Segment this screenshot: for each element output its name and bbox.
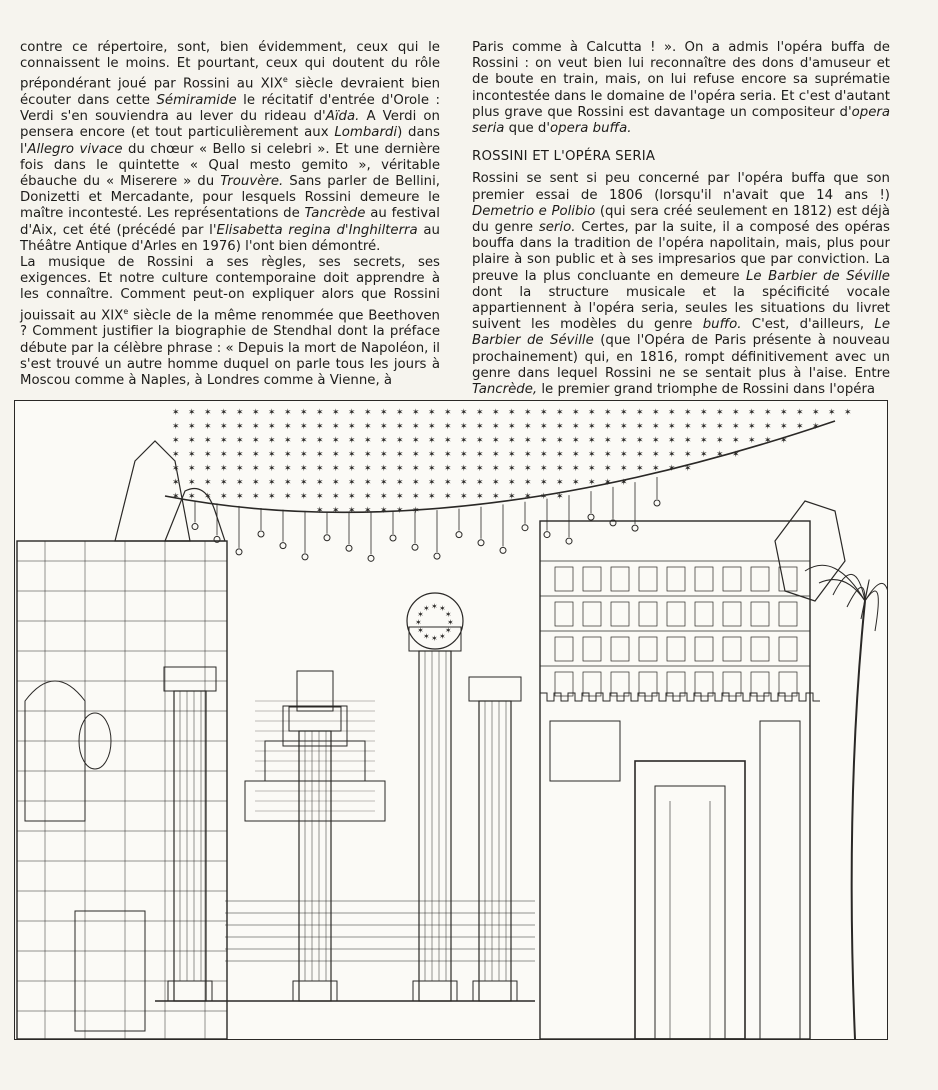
svg-text:✶: ✶: [636, 436, 644, 446]
svg-text:✶: ✶: [540, 478, 548, 488]
svg-text:✶: ✶: [268, 408, 276, 418]
right-paragraph-1: Paris comme à Calcutta ! ». On a admis l'opéra buffa de Rossini : on veut bien lui reconnaître des dons d'amuseur et de boute en train, mais, on lui refuse encore sa suprématie incontestée dans le domaine de l'opéra seria. Et c'est d'autant plus grave que Rossini est davantage un compositeur d'opera seria que d'opera buffa.: [472, 40, 890, 137]
svg-text:✶: ✶: [188, 436, 196, 446]
svg-text:✶: ✶: [428, 408, 436, 418]
svg-text:✶: ✶: [220, 464, 228, 474]
svg-text:✶: ✶: [172, 492, 180, 502]
svg-text:✶: ✶: [652, 436, 660, 446]
svg-text:✶: ✶: [380, 450, 388, 460]
svg-text:✶: ✶: [348, 450, 356, 460]
svg-text:✶: ✶: [348, 464, 356, 474]
svg-text:✶: ✶: [476, 450, 484, 460]
svg-text:✶: ✶: [460, 478, 468, 488]
svg-text:✶: ✶: [300, 478, 308, 488]
svg-text:✶: ✶: [508, 408, 516, 418]
svg-text:✶: ✶: [588, 408, 596, 418]
stage-set-illustration: [14, 400, 888, 1040]
svg-text:✶: ✶: [380, 506, 388, 516]
svg-text:✶: ✶: [252, 408, 260, 418]
svg-text:✶: ✶: [684, 408, 692, 418]
svg-text:✶: ✶: [300, 492, 308, 502]
svg-text:✶: ✶: [220, 450, 228, 460]
relief-figure: [25, 681, 85, 821]
svg-text:✶: ✶: [764, 422, 772, 432]
svg-text:✶: ✶: [300, 450, 308, 460]
svg-text:✶: ✶: [268, 492, 276, 502]
svg-text:✶: ✶: [396, 478, 404, 488]
svg-text:✶: ✶: [460, 492, 468, 502]
svg-text:✶: ✶: [188, 478, 196, 488]
svg-text:✶: ✶: [540, 492, 548, 502]
svg-text:✶: ✶: [668, 408, 676, 418]
svg-text:✶: ✶: [236, 450, 244, 460]
svg-text:✶: ✶: [252, 492, 260, 502]
svg-text:✶: ✶: [588, 478, 596, 488]
svg-text:✶: ✶: [444, 450, 452, 460]
svg-text:✶: ✶: [780, 422, 788, 432]
svg-text:✶: ✶: [588, 450, 596, 460]
svg-text:✶: ✶: [316, 464, 324, 474]
svg-text:✶: ✶: [652, 422, 660, 432]
svg-text:✶: ✶: [284, 450, 292, 460]
svg-text:✶: ✶: [364, 450, 372, 460]
ziggurat-tier: [283, 706, 347, 746]
svg-text:✶: ✶: [428, 492, 436, 502]
svg-text:✶: ✶: [748, 422, 756, 432]
palace-doorway: [635, 761, 745, 1039]
svg-text:✶: ✶: [439, 631, 446, 641]
svg-text:✶: ✶: [364, 492, 372, 502]
svg-text:✶: ✶: [268, 450, 276, 460]
svg-text:✶: ✶: [300, 436, 308, 446]
svg-text:✶: ✶: [492, 422, 500, 432]
svg-text:✶: ✶: [380, 492, 388, 502]
svg-text:✶: ✶: [332, 464, 340, 474]
svg-text:✶: ✶: [524, 478, 532, 488]
svg-text:✶: ✶: [460, 450, 468, 460]
svg-text:✶: ✶: [364, 408, 372, 418]
svg-text:✶: ✶: [444, 408, 452, 418]
palm-frond: [861, 580, 869, 619]
left-paragraph-1: contre ce répertoire, sont, bien évidemment, ceux qui le connaissent le moins. Et pourtant, ceux qui doutent du rôle prépondérant joué par Rossini au XIXe siècle devraient bien écouter dans cette Sémiramide le récitatif d'entrée d'Orole : Verdi s'en souviendra au lever du rideau d'Aïda. A Verdi on pensera encore (et tout particulièrement aux Lombardi) dans l'Allegro vivace du chœur « Bello si celebri ». Et une dernière fois dans le quintette « Qual mesto gemito », véritable ébauche du « Miserere » du Trouvère. Sans parler de Bellini, Donizetti et Mercadante, pour lesquels Rossini demeure le maître incontesté. Les représentations de Tancrède au festival d'Aix, cet été (précédé par l'Elisabetta regina d'Inghilterra au Théâtre Antique d'Arles en 1976) l'ont bien démontré.: [20, 40, 441, 254]
svg-text:✶: ✶: [236, 422, 244, 432]
right-paragraph-2: Rossini se sent si peu concerné par l'opéra buffa que son premier essai de 1806 (lorsqu'il n'avait que 14 ans !) Demetrio e Polibio (qui sera créé seulement en 1812) est déjà du genre serio. Certes, par la suite, il a composé des opéras bouffa dans la tradition de l'opéra napolitain, mais, plus pour plaire à son public et à ses impresarios que par conviction. La preuve la plus concluante en demeure Le Barbier de Séville dont la structure musicale et la spécificité vocale appartiennent à l'opéra seria, seules les situations du livret suivent les modèles du genre buffo. C'est, d'ailleurs, Le Barbier de Séville (que l'Opéra de Paris présente à nouveau prochainement) qui, en 1816, rompt définitivement avec un genre dans lequel Rossini ne se sentait plus à l'aise. Entre Tancrède, le premier grand triomphe de Rossini dans l'opéra: [472, 171, 890, 398]
svg-text:✶: ✶: [428, 450, 436, 460]
svg-text:✶: ✶: [188, 422, 196, 432]
svg-text:✶: ✶: [423, 631, 430, 641]
svg-text:✶: ✶: [444, 464, 452, 474]
svg-text:✶: ✶: [588, 464, 596, 474]
svg-text:✶: ✶: [652, 408, 660, 418]
svg-text:✶: ✶: [812, 422, 820, 432]
svg-text:✶: ✶: [204, 422, 212, 432]
svg-text:✶: ✶: [492, 408, 500, 418]
svg-text:✶: ✶: [428, 478, 436, 488]
svg-text:✶: ✶: [684, 436, 692, 446]
svg-text:✶: ✶: [417, 626, 424, 635]
svg-text:✶: ✶: [700, 450, 708, 460]
svg-text:✶: ✶: [396, 422, 404, 432]
svg-text:✶: ✶: [412, 492, 420, 502]
svg-text:✶: ✶: [348, 408, 356, 418]
svg-text:✶: ✶: [572, 408, 580, 418]
svg-text:✶: ✶: [316, 408, 324, 418]
svg-text:✶: ✶: [652, 464, 660, 474]
svg-text:✶: ✶: [476, 492, 484, 502]
svg-text:✶: ✶: [204, 436, 212, 446]
svg-text:✶: ✶: [556, 422, 564, 432]
svg-text:✶: ✶: [508, 492, 516, 502]
svg-text:✶: ✶: [316, 506, 324, 516]
palm-trunk: [852, 601, 865, 1039]
svg-text:✶: ✶: [700, 408, 708, 418]
palm-frond: [865, 583, 887, 643]
svg-text:✶: ✶: [524, 464, 532, 474]
svg-text:✶: ✶: [412, 464, 420, 474]
svg-text:✶: ✶: [620, 436, 628, 446]
svg-text:✶: ✶: [412, 478, 420, 488]
svg-text:✶: ✶: [415, 618, 422, 627]
svg-text:✶: ✶: [220, 436, 228, 446]
svg-text:✶: ✶: [796, 408, 804, 418]
svg-text:✶: ✶: [220, 422, 228, 432]
svg-text:✶: ✶: [540, 436, 548, 446]
svg-text:✶: ✶: [588, 436, 596, 446]
svg-text:✶: ✶: [668, 422, 676, 432]
svg-text:✶: ✶: [620, 464, 628, 474]
svg-text:✶: ✶: [780, 436, 788, 446]
svg-text:✶: ✶: [439, 604, 446, 614]
svg-text:✶: ✶: [540, 422, 548, 432]
svg-text:✶: ✶: [300, 464, 308, 474]
svg-text:✶: ✶: [316, 450, 324, 460]
svg-text:✶: ✶: [412, 450, 420, 460]
svg-text:✶: ✶: [572, 422, 580, 432]
svg-text:✶: ✶: [172, 478, 180, 488]
svg-text:✶: ✶: [204, 464, 212, 474]
svg-text:✶: ✶: [431, 602, 438, 611]
svg-text:✶: ✶: [252, 450, 260, 460]
svg-text:✶: ✶: [348, 422, 356, 432]
svg-text:✶: ✶: [508, 422, 516, 432]
svg-text:✶: ✶: [236, 478, 244, 488]
svg-text:✶: ✶: [220, 408, 228, 418]
svg-text:✶: ✶: [812, 408, 820, 418]
svg-text:✶: ✶: [572, 478, 580, 488]
svg-text:✶: ✶: [332, 492, 340, 502]
svg-text:✶: ✶: [417, 610, 424, 619]
svg-text:✶: ✶: [316, 436, 324, 446]
horseman-relief: [550, 721, 620, 781]
svg-text:✶: ✶: [556, 450, 564, 460]
svg-text:✶: ✶: [204, 408, 212, 418]
svg-text:✶: ✶: [412, 436, 420, 446]
svg-text:✶: ✶: [348, 506, 356, 516]
svg-text:✶: ✶: [604, 422, 612, 432]
svg-text:✶: ✶: [444, 626, 452, 635]
svg-text:✶: ✶: [684, 422, 692, 432]
svg-text:✶: ✶: [380, 478, 388, 488]
svg-text:✶: ✶: [476, 464, 484, 474]
svg-text:✶: ✶: [460, 422, 468, 432]
svg-text:✶: ✶: [604, 450, 612, 460]
svg-text:✶: ✶: [604, 464, 612, 474]
svg-text:✶: ✶: [268, 464, 276, 474]
svg-text:✶: ✶: [604, 478, 612, 488]
inner-doorway: [655, 786, 725, 1039]
svg-text:✶: ✶: [636, 422, 644, 432]
svg-text:✶: ✶: [716, 422, 724, 432]
svg-text:✶: ✶: [844, 408, 852, 418]
svg-text:✶: ✶: [556, 464, 564, 474]
svg-text:✶: ✶: [620, 422, 628, 432]
left-palace-pier: [17, 541, 227, 1039]
svg-text:✶: ✶: [412, 506, 420, 516]
svg-text:✶: ✶: [204, 478, 212, 488]
svg-text:✶: ✶: [636, 450, 644, 460]
svg-text:✶: ✶: [444, 422, 452, 432]
svg-text:✶: ✶: [396, 436, 404, 446]
svg-text:✶: ✶: [540, 408, 548, 418]
svg-text:✶: ✶: [444, 478, 452, 488]
svg-text:✶: ✶: [236, 492, 244, 502]
svg-text:✶: ✶: [380, 464, 388, 474]
svg-text:✶: ✶: [540, 464, 548, 474]
svg-text:✶: ✶: [396, 506, 404, 516]
svg-text:✶: ✶: [524, 436, 532, 446]
svg-text:✶: ✶: [284, 464, 292, 474]
svg-text:✶: ✶: [188, 464, 196, 474]
svg-text:✶: ✶: [764, 436, 772, 446]
svg-text:✶: ✶: [428, 422, 436, 432]
left-paragraph-2: La musique de Rossini a ses règles, ses secrets, ses exigences. Et notre culture contemporaine doit apprendre à les connaître. Comment peut-on expliquer alors que Rossini jouissait au XIXe siècle de la même renommée que Beethoven ? Comment justifier la biographie de Stendhal dont la préface débute par la célèbre phrase : « Depuis la mort de Napoléon, il s'est trouvé un autre homme duquel on parle tous les jours à Moscou comme à Naples, à Londres comme à Vienne, à: [20, 255, 440, 388]
svg-text:✶: ✶: [716, 408, 724, 418]
svg-text:✶: ✶: [476, 478, 484, 488]
svg-text:✶: ✶: [684, 450, 692, 460]
svg-text:✶: ✶: [556, 436, 564, 446]
svg-text:✶: ✶: [428, 464, 436, 474]
svg-text:✶: ✶: [604, 436, 612, 446]
svg-text:✶: ✶: [732, 408, 740, 418]
svg-text:✶: ✶: [700, 422, 708, 432]
svg-text:✶: ✶: [732, 422, 740, 432]
svg-text:✶: ✶: [556, 492, 564, 502]
svg-text:✶: ✶: [220, 492, 228, 502]
svg-text:✶: ✶: [423, 604, 430, 614]
svg-text:✶: ✶: [716, 436, 724, 446]
svg-text:✶: ✶: [204, 492, 212, 502]
svg-text:✶: ✶: [332, 422, 340, 432]
svg-text:✶: ✶: [476, 422, 484, 432]
left-text-column: [20, 40, 440, 389]
svg-text:✶: ✶: [572, 464, 580, 474]
svg-text:✶: ✶: [396, 450, 404, 460]
svg-text:✶: ✶: [236, 408, 244, 418]
svg-text:✶: ✶: [524, 422, 532, 432]
svg-text:✶: ✶: [444, 492, 452, 502]
svg-text:✶: ✶: [300, 408, 308, 418]
svg-text:✶: ✶: [428, 436, 436, 446]
svg-text:✶: ✶: [332, 408, 340, 418]
svg-text:✶: ✶: [284, 436, 292, 446]
svg-text:✶: ✶: [604, 408, 612, 418]
svg-text:✶: ✶: [732, 450, 740, 460]
svg-text:✶: ✶: [252, 464, 260, 474]
svg-text:✶: ✶: [332, 478, 340, 488]
svg-text:✶: ✶: [284, 492, 292, 502]
svg-text:✶: ✶: [316, 492, 324, 502]
svg-text:✶: ✶: [508, 436, 516, 446]
svg-text:✶: ✶: [316, 478, 324, 488]
svg-text:✶: ✶: [236, 464, 244, 474]
svg-text:✶: ✶: [620, 450, 628, 460]
svg-text:✶: ✶: [284, 422, 292, 432]
svg-text:✶: ✶: [172, 450, 180, 460]
svg-text:✶: ✶: [572, 450, 580, 460]
svg-text:✶: ✶: [748, 408, 756, 418]
svg-text:✶: ✶: [364, 478, 372, 488]
section-heading: ROSSINI ET L'OPÉRA SERIA: [472, 149, 656, 165]
svg-text:✶: ✶: [460, 464, 468, 474]
svg-text:✶: ✶: [284, 478, 292, 488]
svg-text:✶: ✶: [188, 492, 196, 502]
svg-text:✶: ✶: [380, 408, 388, 418]
svg-text:✶: ✶: [492, 492, 500, 502]
svg-text:✶: ✶: [524, 408, 532, 418]
svg-text:✶: ✶: [524, 450, 532, 460]
svg-text:✶: ✶: [764, 408, 772, 418]
svg-text:✶: ✶: [652, 450, 660, 460]
svg-text:✶: ✶: [492, 450, 500, 460]
svg-text:✶: ✶: [447, 618, 454, 627]
svg-text:✶: ✶: [508, 478, 516, 488]
side-pilaster: [760, 721, 800, 1039]
svg-text:✶: ✶: [188, 408, 196, 418]
svg-text:✶: ✶: [524, 492, 532, 502]
svg-text:✶: ✶: [284, 408, 292, 418]
svg-text:✶: ✶: [364, 436, 372, 446]
svg-text:✶: ✶: [780, 408, 788, 418]
svg-text:✶: ✶: [492, 464, 500, 474]
svg-text:✶: ✶: [476, 436, 484, 446]
right-text-column: [472, 40, 890, 398]
svg-text:✶: ✶: [380, 422, 388, 432]
ziggurat-tier: [297, 671, 333, 711]
svg-text:✶: ✶: [700, 436, 708, 446]
svg-text:✶: ✶: [316, 422, 324, 432]
svg-text:✶: ✶: [684, 464, 692, 474]
svg-text:✶: ✶: [668, 436, 676, 446]
svg-text:✶: ✶: [460, 436, 468, 446]
svg-text:✶: ✶: [556, 408, 564, 418]
svg-text:✶: ✶: [300, 422, 308, 432]
svg-text:✶: ✶: [188, 450, 196, 460]
canopy-edge: [165, 421, 835, 512]
svg-text:✶: ✶: [588, 422, 596, 432]
svg-text:✶: ✶: [492, 436, 500, 446]
svg-text:✶: ✶: [364, 422, 372, 432]
svg-text:✶: ✶: [636, 408, 644, 418]
svg-text:✶: ✶: [620, 408, 628, 418]
svg-text:✶: ✶: [348, 478, 356, 488]
svg-text:✶: ✶: [508, 464, 516, 474]
svg-text:✶: ✶: [252, 422, 260, 432]
svg-text:✶: ✶: [252, 436, 260, 446]
svg-text:✶: ✶: [364, 506, 372, 516]
svg-text:✶: ✶: [540, 450, 548, 460]
svg-text:✶: ✶: [172, 422, 180, 432]
svg-text:✶: ✶: [556, 478, 564, 488]
svg-text:✶: ✶: [268, 436, 276, 446]
svg-text:✶: ✶: [492, 478, 500, 488]
svg-text:✶: ✶: [332, 450, 340, 460]
svg-text:✶: ✶: [172, 408, 180, 418]
svg-text:✶: ✶: [348, 436, 356, 446]
svg-text:✶: ✶: [476, 408, 484, 418]
svg-text:✶: ✶: [444, 436, 452, 446]
svg-text:✶: ✶: [396, 464, 404, 474]
svg-text:✶: ✶: [828, 408, 836, 418]
svg-text:✶: ✶: [508, 450, 516, 460]
svg-text:✶: ✶: [204, 450, 212, 460]
crenellation: [540, 693, 820, 701]
svg-text:✶: ✶: [796, 422, 804, 432]
svg-text:✶: ✶: [431, 634, 438, 643]
svg-text:✶: ✶: [268, 422, 276, 432]
svg-text:✶: ✶: [668, 450, 676, 460]
svg-text:✶: ✶: [620, 478, 628, 488]
svg-text:✶: ✶: [444, 610, 452, 619]
svg-text:✶: ✶: [732, 436, 740, 446]
svg-text:✶: ✶: [380, 436, 388, 446]
svg-text:✶: ✶: [220, 478, 228, 488]
svg-text:✶: ✶: [396, 408, 404, 418]
svg-text:✶: ✶: [236, 436, 244, 446]
svg-text:✶: ✶: [396, 492, 404, 502]
svg-text:✶: ✶: [172, 436, 180, 446]
svg-text:✶: ✶: [332, 506, 340, 516]
svg-text:✶: ✶: [572, 436, 580, 446]
svg-text:✶: ✶: [268, 478, 276, 488]
right-palace-wall: [540, 521, 810, 1039]
winged-bull-relief: [75, 911, 145, 1031]
svg-text:✶: ✶: [332, 436, 340, 446]
svg-text:✶: ✶: [172, 464, 180, 474]
babylonian-palace-stage-set-icon: [15, 401, 887, 1039]
svg-text:✶: ✶: [716, 450, 724, 460]
svg-text:✶: ✶: [668, 464, 676, 474]
svg-text:✶: ✶: [460, 408, 468, 418]
svg-text:✶: ✶: [412, 422, 420, 432]
svg-text:✶: ✶: [636, 464, 644, 474]
svg-text:✶: ✶: [412, 408, 420, 418]
palm-frond: [805, 565, 865, 601]
svg-text:✶: ✶: [252, 478, 260, 488]
svg-text:✶: ✶: [748, 436, 756, 446]
svg-text:✶: ✶: [364, 464, 372, 474]
svg-text:✶: ✶: [348, 492, 356, 502]
